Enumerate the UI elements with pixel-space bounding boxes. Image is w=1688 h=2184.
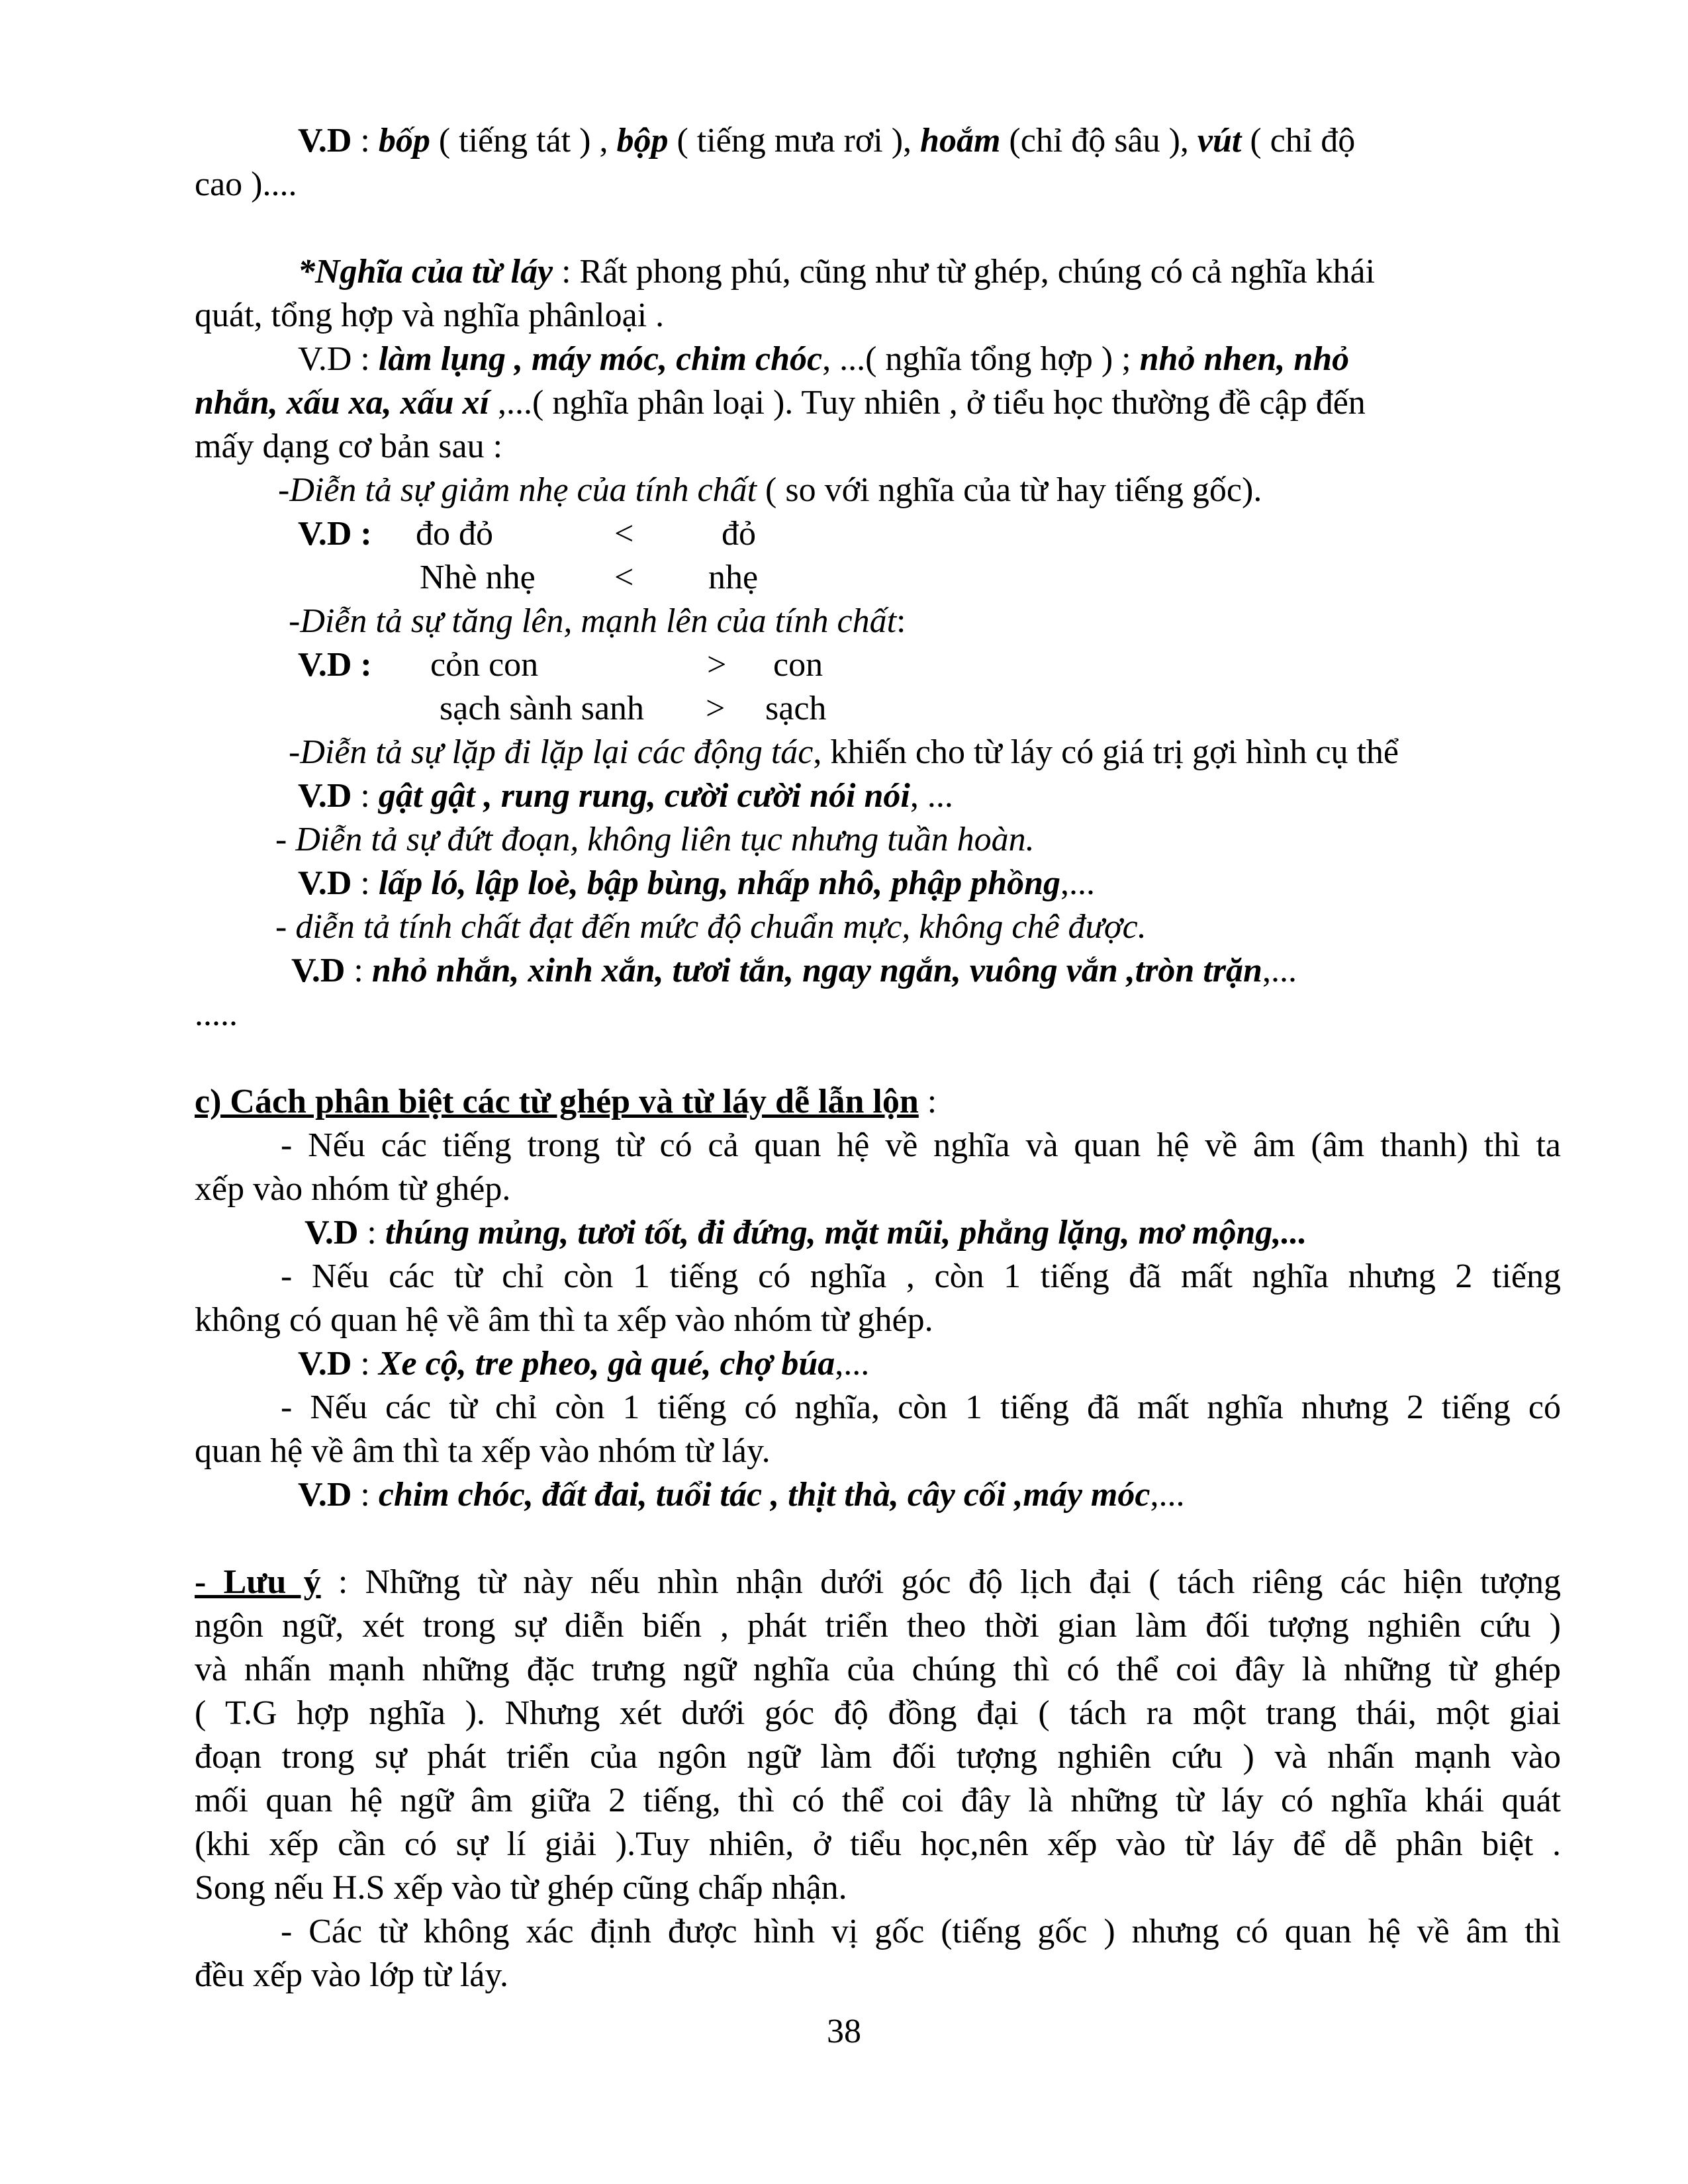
text-line: - Nếu các tiếng trong từ có cả quan hệ về nghĩa và quan hệ về âm (âm thanh) thì ta [281,1126,1561,1164]
bullet-line-repeat: -Diễn tả sự lặp đi lặp lại các động tác, khiến cho từ láy có giá trị gợi hình cụ thể [289,733,1399,771]
page-number: 38 [827,2013,861,2050]
text-line: nhắn, xấu xa, xấu xí ,...( nghĩa phân loại ). Tuy nhiên , ở tiểu học thường đề cập đến [195,384,1366,422]
example-line-reduplicative: V.D : chim chóc, đất đai, tuổi tác , thịt thà, cây cối ,máy móc,... [298,1476,1185,1514]
bullet-line-reduce: -Diễn tả sự giảm nhẹ của tính chất ( so với nghĩa của từ hay tiếng gốc). [278,471,1262,509]
bullet-line-interrupt: - Diễn tả sự đứt đoạn, không liên tục nhưng tuần hoàn. [275,821,1035,858]
example-line-standard: V.D : nhỏ nhắn, xinh xắn, tươi tắn, ngay ngắn, vuông vắn ,tròn trặn,... [291,952,1297,989]
example-line-compound-2: V.D : Xe cộ, tre pheo, gà qué, chợ búa,... [298,1345,870,1383]
text-line: đoạn trong sự phát triển của ngôn ngữ làm đối tượng nghiên cứu ) và nhấn mạnh vào [195,1738,1561,1776]
example-line-repeat: V.D : gật gật , rung rung, cười cười nói nói, ... [298,777,953,815]
vd-label: V.D [298,122,352,159]
text-line: ngôn ngữ, xét trong sự diễn biến , phát triển theo thời gian làm đối tượng nghiên cứu ) [195,1607,1561,1645]
text-line: ( T.G hợp nghĩa ). Nhưng xét dưới góc độ đồng đại ( tách ra một trang thái, một giai [195,1694,1561,1732]
text-line: (khi xếp cần có sự lí giải ).Tuy nhiên, ở tiểu học,nên xếp vào từ láy để dễ phân biệt . [195,1825,1561,1863]
text-line: quan hệ về âm thì ta xếp vào nhóm từ láy. [195,1432,771,1470]
meaning-heading: *Nghĩa của từ láy [298,253,553,291]
text-line: và nhấn mạnh những đặc trưng ngữ nghĩa của chúng thì có thể coi đây là những từ ghép [195,1651,1561,1688]
example-line-meaning: V.D : làm lụng , máy móc, chim chóc, ...( nghĩa tổng hợp ) ; nhỏ nhen, nhỏ [298,340,1350,378]
text-line: không có quan hệ về âm thì ta xếp vào nhóm từ ghép. [195,1301,933,1339]
text-line: - Nếu các từ chỉ còn 1 tiếng có nghĩa, còn 1 tiếng đã mất nghĩa nhưng 2 tiếng có [281,1388,1561,1426]
text-line: ..... [195,995,238,1033]
example-line-compound: V.D : thúng mủng, tươi tốt, đi đứng, mặt mũi, phẳng lặng, mơ mộng,... [305,1214,1307,1251]
text-line: mấy dạng cơ bản sau : [195,428,503,465]
text-line: đều xếp vào lớp từ láy. [195,1956,508,1994]
text-line: - Nếu các từ chỉ còn 1 tiếng có nghĩa , còn 1 tiếng đã mất nghĩa nhưng 2 tiếng [281,1257,1561,1295]
text-line: xếp vào nhóm từ ghép. [195,1170,511,1208]
note-line: - Lưu ý : Những từ này nếu nhìn nhận dưới góc độ lịch đại ( tách riêng các hiện tượng [195,1563,1561,1601]
bullet-line-increase: -Diễn tả sự tăng lên, mạnh lên của tính chất: [289,602,906,640]
text-line: Song nếu H.S xếp vào từ ghép cũng chấp nhận. [195,1869,847,1907]
bullet-line-standard: - diễn tả tính chất đạt đến mức độ chuẩn mực, không chê được. [275,908,1147,946]
text-line: mối quan hệ ngữ âm giữa 2 tiếng, thì có thể coi đây là những từ láy có nghĩa khái quát [195,1782,1561,1819]
example-line-sound-words: V.D : bốp ( tiếng tát ) , bộp ( tiếng mưa rơi ), hoắm (chỉ độ sâu ), vút ( chỉ độ [298,122,1356,159]
example-line-interrupt: V.D : lấp ló, lập loè, bập bùng, nhấp nhô, phập phồng,... [298,864,1096,902]
text-line: cao ).... [195,165,297,203]
text-line: quát, tổng hợp và nghĩa phânloại . [195,296,665,334]
meaning-heading-line: *Nghĩa của từ láy : Rất phong phú, cũng như từ ghép, chúng có cả nghĩa khái [298,253,1376,291]
section-heading-c: c) Cách phân biệt các từ ghép và từ láy dễ lẫn lộn : [195,1083,937,1120]
note-label: - Lưu ý [195,1563,321,1601]
text-line: - Các từ không xác định được hình vị gốc (tiếng gốc ) nhưng có quan hệ về âm thì [281,1913,1561,1950]
document-page: V.D : bốp ( tiếng tát ) , bộp ( tiếng mưa rơi ), hoắm (chỉ độ sâu ), vút ( chỉ độ cao ).... *Nghĩa của từ láy : Rất phong phú, cũng như từ ghép, chúng có cả nghĩa khái quát, tổng hợp và nghĩa phânloại . V.D : làm lụng , máy móc, chim chóc, ...( nghĩa tổng hợp ) ; nhỏ nhen, nhỏ nhắn, xấu xa, xấu xí ,...( nghĩa phân loại ). Tuy nhiên , ở tiểu học thường đề cập đến mấy dạng cơ bản sau : -Diễn tả sự giảm nhẹ của tính chất ( so với nghĩa của từ hay tiếng gốc). V.D : đo đỏ < đỏ Nhè nhẹ < nhẹ -Diễn tả sự tăng lên, mạnh lên của tính chất: V.D : cỏn con > con sạch sành sanh > sạch -Diễn tả sự lặp đi lặp lại các động tác, khiến cho từ láy có giá trị gợi hình cụ thể V.D : gật gật , rung rung, cười cười nói nói, ... - Diễn tả sự đứt đoạn, không liên tục nhưng tuần hoàn. V.D : lấp ló, lập loè, bập bùng, nhấp nhô, phập phồng,... - diễn tả tính chất đạt đến mức độ chuẩn mực, không chê được. V.D : nhỏ nhắn, xinh xắn, tươi tắn, ngay ngắn, vuông vắn ,tròn trặn,... ..... c) Cách phân biệt các từ ghép và từ láy dễ lẫn lộn : - Nếu các tiếng trong từ có cả quan hệ về nghĩa và quan hệ về âm (âm thanh) thì ta xếp vào nhóm từ ghép. V.D : thúng mủng, tươi tốt, đi đứng, mặt mũi, phẳng lặng, mơ mộng,... - Nếu các từ chỉ còn 1 tiếng có nghĩa , còn 1 tiếng đã mất nghĩa nhưng 2 tiếng không có quan hệ về âm thì ta xếp vào nhóm từ ghép. V.D : Xe cộ, tre pheo, gà qué, chợ búa,... - Nếu các từ chỉ còn 1 tiếng có nghĩa, còn 1 tiếng đã mất nghĩa nhưng 2 tiếng có quan hệ về âm thì ta xếp vào nhóm từ láy. V.D : chim chóc, đất đai, tuổi tác , thịt thà, cây cối ,máy móc,... - Lưu ý : Những từ này nếu nhìn nhận dưới góc độ lịch đại ( tách riêng các hiện tượng ngôn ngữ, xét trong sự diễn biến , phát triển theo thời gian làm đối tượng nghiên cứu ) và nhấn mạnh những đặc trưng ngữ nghĩa của chúng thì có thể coi đây là những từ ghép ( T.G hợp nghĩa ). Nhưng xét dưới góc độ đồng đại ( tách ra một trang thái, một giai đoạn trong sự phát triển của ngôn ngữ làm đối tượng nghiên cứu ) và nhấn mạnh vào mối quan hệ ngữ âm giữa 2 tiếng, thì có thể coi đây là những từ láy có nghĩa khái quát (khi xếp cần có sự lí giải ).Tuy nhiên, ở tiểu học,nên xếp vào từ láy để dễ phân biệt . Song nếu H.S xếp vào từ ghép cũng chấp nhận. - Các từ không xác định được hình vị gốc (tiếng gốc ) nhưng có quan hệ về âm thì đều xếp vào lớp từ láy. 38 [0,0,1688,2184]
